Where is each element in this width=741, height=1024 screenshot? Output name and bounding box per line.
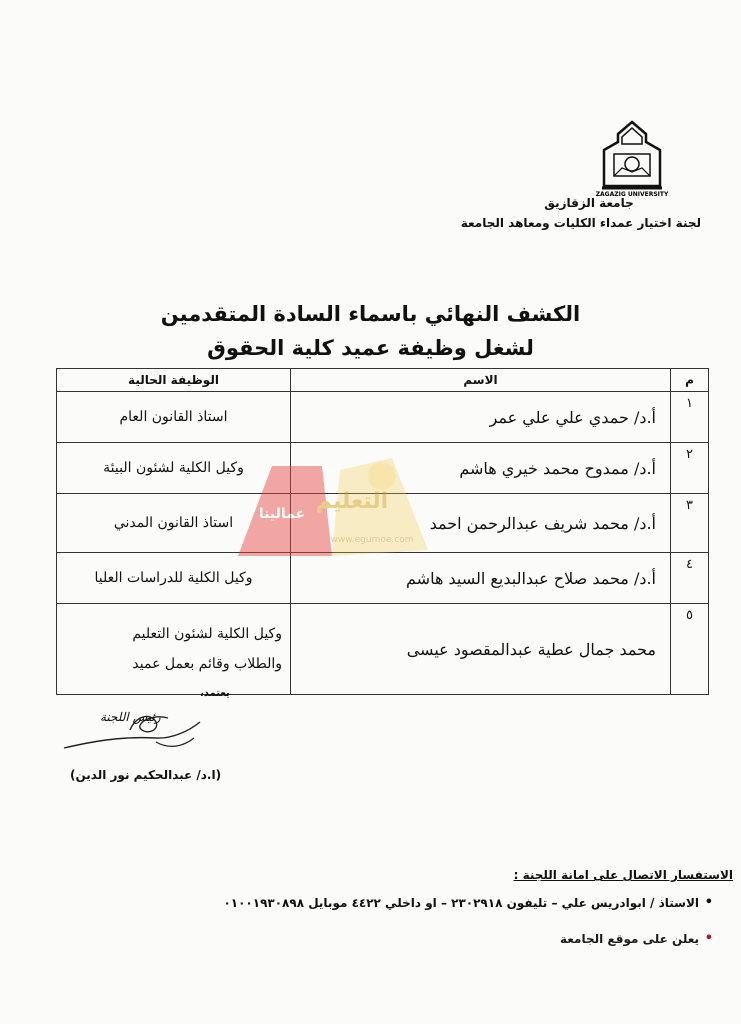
current-job: وكيل الكلية للدراسات العليا (57, 553, 291, 604)
table-row (57, 553, 709, 604)
header-name: الاسم (291, 369, 671, 392)
header-job: الوظيفة الحالية (57, 369, 291, 392)
row-num: ٥ (671, 604, 709, 695)
page-title: الكشف النهائي باسماء السادة المتقدمين (160, 302, 581, 326)
row-num: ١ (671, 392, 709, 443)
current-job-line: وكيل الكلية لشئون التعليم (132, 626, 282, 642)
table-row (57, 443, 709, 494)
svg-text:www.egumoe.com: www.egumoe.com (330, 535, 414, 545)
svg-text:عمالينا: عمالينا (258, 506, 306, 522)
current-job: استاذ القانون العام (57, 392, 291, 443)
candidates-table (56, 368, 709, 695)
current-job-line: والطلاب وقائم بعمل عميد (132, 656, 282, 672)
svg-text:التعليم: التعليم (315, 489, 389, 514)
chair-label: رئيس اللجنة (100, 710, 161, 724)
chair-name: (ا.د/ عبدالحكيم نور الدين) (70, 768, 222, 782)
row-num: ٤ (671, 553, 709, 604)
page-subtitle: لشغل وظيفة عميد كلية الحقوق (207, 336, 534, 360)
university-name: جامعة الزقازيق (544, 196, 634, 210)
row-num: ٣ (671, 494, 709, 553)
candidate-name: أ.د/ محمد شريف عبدالرحمن احمد (291, 494, 671, 553)
list-item (203, 896, 713, 910)
committee-name: لجنة اختيار عمداء الكليات ومعاهد الجامعة (460, 216, 701, 230)
header-num: م (671, 369, 709, 392)
table-row (57, 392, 709, 443)
candidate-name: أ.د/ حمدي علي علي عمر (291, 392, 671, 443)
row-num: ٢ (671, 443, 709, 494)
table-row (57, 494, 709, 553)
website-note: يعلن على موقع الجامعة (559, 932, 699, 946)
table-row (57, 604, 709, 695)
approval-label: يعتمد، (200, 688, 230, 699)
candidate-name: أ.د/ ممدوح محمد خيري هاشم (291, 443, 671, 494)
phone-line: الاستاذ / ابوادريس علي – تليفون ٢٣٠٢٩١٨ – او داخلي ٤٤٢٢ موبايل ٠١٠٠١٩٣٠٨٩٨ (223, 896, 699, 910)
university-logo (595, 120, 669, 198)
current-job (57, 604, 291, 695)
current-job: وكيل الكلية لشئون البيئة (57, 443, 291, 494)
inquiry-heading: الاستفسار الاتصال على امانة اللجنة : (513, 868, 733, 882)
svg-text:ZAGAZIG UNIVERSITY: ZAGAZIG UNIVERSITY (595, 191, 669, 198)
candidate-name: أ.د/ محمد صلاح عبدالبديع السيد هاشم (291, 553, 671, 604)
current-job: استاذ القانون المدني (57, 494, 291, 553)
candidate-name: محمد جمال عطية عبدالمقصود عيسى (291, 604, 671, 695)
contact-list (203, 896, 713, 968)
list-item (203, 932, 713, 946)
table-header-row (57, 369, 709, 392)
